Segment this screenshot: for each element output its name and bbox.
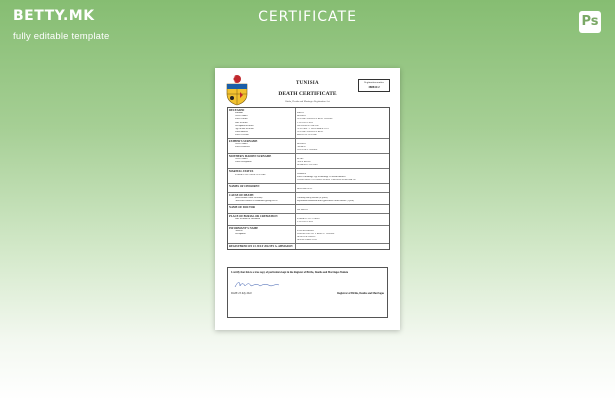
field-value: Widowed <box>297 173 306 175</box>
attestation-box <box>227 267 388 318</box>
section-value-cell <box>296 205 389 213</box>
field-value: DOMESTIC DUTIES <box>297 164 318 166</box>
field-label: Place of Death <box>235 134 249 136</box>
field-label: Usual Occupation <box>235 161 252 163</box>
field-label: Given Names <box>235 158 248 160</box>
field-label: Surname <box>235 112 244 114</box>
field-value: AHMED <box>297 146 306 148</box>
section-heading: CAUSE OF DEATH <box>229 194 254 197</box>
certificate-country: TUNISIA <box>296 81 319 86</box>
section-heading: PLACE OF BURIAL OR CREMATION <box>229 215 278 218</box>
registration-box <box>358 79 390 92</box>
certificate-section <box>228 184 389 193</box>
field-value: Myocardial infarction and Hypertensive heart disease (1 year) <box>297 200 354 202</box>
field-value: COUNTRY TUNISIE <box>297 149 318 151</box>
section-label-cell <box>228 184 296 192</box>
field-value: ROBERT <box>297 115 306 117</box>
field-label: Date of death <box>235 122 248 124</box>
certificate-section <box>228 108 389 139</box>
field-label: Given Names <box>235 115 248 117</box>
section-value-cell <box>296 184 389 192</box>
field-label: Place of birth <box>235 118 248 120</box>
field-label: Date of burial or cremation <box>235 218 260 220</box>
field-value: SALEM ROBERT <box>297 230 315 232</box>
section-label-cell <box>228 244 296 249</box>
section-heading: MOTHER'S MAIDEN SURNAME <box>229 155 272 158</box>
certificate-section <box>228 193 389 205</box>
section-heading: DECEASED <box>229 109 245 112</box>
field-value: 70 YEARS - 1 DECEMBER 1951 <box>297 128 329 130</box>
brand-logo: BETTY.MK <box>13 8 95 24</box>
certificate-section <box>228 169 389 184</box>
field-value: FERDINAND CITY BERJA - TUNISIE <box>297 233 335 235</box>
tagline: fully editable template <box>13 31 110 42</box>
certificate-title: DEATH CERTIFICATE <box>278 91 337 97</box>
section-label-cell <box>228 108 296 138</box>
attestation-date: DATE 23 July 2022 <box>231 292 252 295</box>
attestation-registrar: Registrar of Births, Deaths and Marriages <box>337 292 384 295</box>
field-value: INGENIEUR - IMAGE <box>297 125 319 127</box>
section-value-cell <box>296 169 389 183</box>
field-value: ROBERT <box>297 143 306 145</box>
field-value: HOSPITAL BERJA <box>297 236 316 238</box>
field-label: Antecedent causes or conditions giving rise to <box>235 200 278 202</box>
section-label-cell <box>228 226 296 243</box>
field-label: (Must include cause of death) <box>235 197 263 199</box>
field-value: GABES BELLA TUNISIA 20 MAY 1968 WILLIAMS SMITH <box>297 179 356 181</box>
field-value: SAMIRA CITY CORPS <box>297 218 320 220</box>
field-label: Address <box>235 230 243 232</box>
section-value-cell <box>296 226 389 243</box>
field-value: ALEX BELLE <box>297 161 311 163</box>
section-value-cell <box>296 154 389 168</box>
field-value: MARY <box>297 158 304 160</box>
section-label-cell <box>228 205 296 213</box>
section-heading: FATHER'S SURNAME <box>229 140 258 143</box>
field-value: Place of marriage Age at marriage To whom married <box>297 176 346 178</box>
field-value: Coronary artery disease (4 years) <box>297 197 328 199</box>
certificate-document <box>215 68 400 330</box>
field-label: Given Names <box>235 143 248 145</box>
registration-number: 388811/2 <box>368 85 380 89</box>
field-value: HOUSE DIRECTOR <box>297 239 317 241</box>
field-value: SMITH <box>297 112 305 114</box>
field-value: BOB SMITH 52 <box>297 188 313 190</box>
registration-label: Registration number <box>364 81 384 84</box>
field-value: DR SMITH <box>297 209 308 211</box>
section-label-cell <box>228 214 296 225</box>
certificate-subtitle: Births, Deaths and Marriages Registration Act <box>285 100 330 103</box>
field-value: CENTRE SAHLOUL BEJA <box>297 131 324 133</box>
section-heading: MARITAL STATUS <box>229 170 254 173</box>
certificate-section <box>228 244 389 249</box>
field-label: Place Residence <box>235 146 250 148</box>
section-label-cell <box>228 139 296 153</box>
field-label: Usual address <box>235 131 248 133</box>
field-label: Occupation <box>235 233 246 235</box>
section-label-cell <box>228 193 296 204</box>
field-value: 1 AUGUST 2022 <box>297 122 314 124</box>
field-value: 3 AUGUST 2022 <box>297 221 314 223</box>
section-value-cell <box>296 244 389 249</box>
certificate-section <box>228 139 389 154</box>
certificate-section <box>228 214 389 226</box>
section-label-cell <box>228 169 296 183</box>
section-label-cell <box>228 154 296 168</box>
certificate-table <box>227 107 390 250</box>
photoshop-icon: Ps <box>579 11 601 33</box>
section-value-cell <box>296 139 389 153</box>
section-heading: NAME OF DOCTOR <box>229 206 255 209</box>
field-label: Age at date of death <box>235 128 254 130</box>
field-value: MEDICAL CENTRE <box>297 134 317 136</box>
field-label: SAMIRA ALI FAKIR CELAIRE <box>235 174 266 176</box>
signature <box>233 280 281 289</box>
section-value-cell <box>296 193 389 204</box>
certificate-section <box>228 205 389 214</box>
certificate-section <box>228 154 389 169</box>
section-heading: REGISTERED ON 23 JULY 2022 BY A. AHMADOV <box>229 245 294 248</box>
field-label: Occupation at death <box>235 125 254 127</box>
section-heading: NAMES OF CHILDREN <box>229 185 260 188</box>
section-heading: INFORMANT'S NAME <box>229 227 259 230</box>
field-value: CENTRE SAHLOUL BEJA TUNISIE <box>297 118 333 120</box>
section-value-cell <box>296 214 389 225</box>
page-title: CERTIFICATE <box>258 9 357 25</box>
certificate-section <box>228 226 389 244</box>
section-value-cell <box>296 108 389 138</box>
attestation-text: I certify that this is a true copy of particulars kept in the Register of Births, Deaths and Marriages Tunisia <box>231 271 349 274</box>
